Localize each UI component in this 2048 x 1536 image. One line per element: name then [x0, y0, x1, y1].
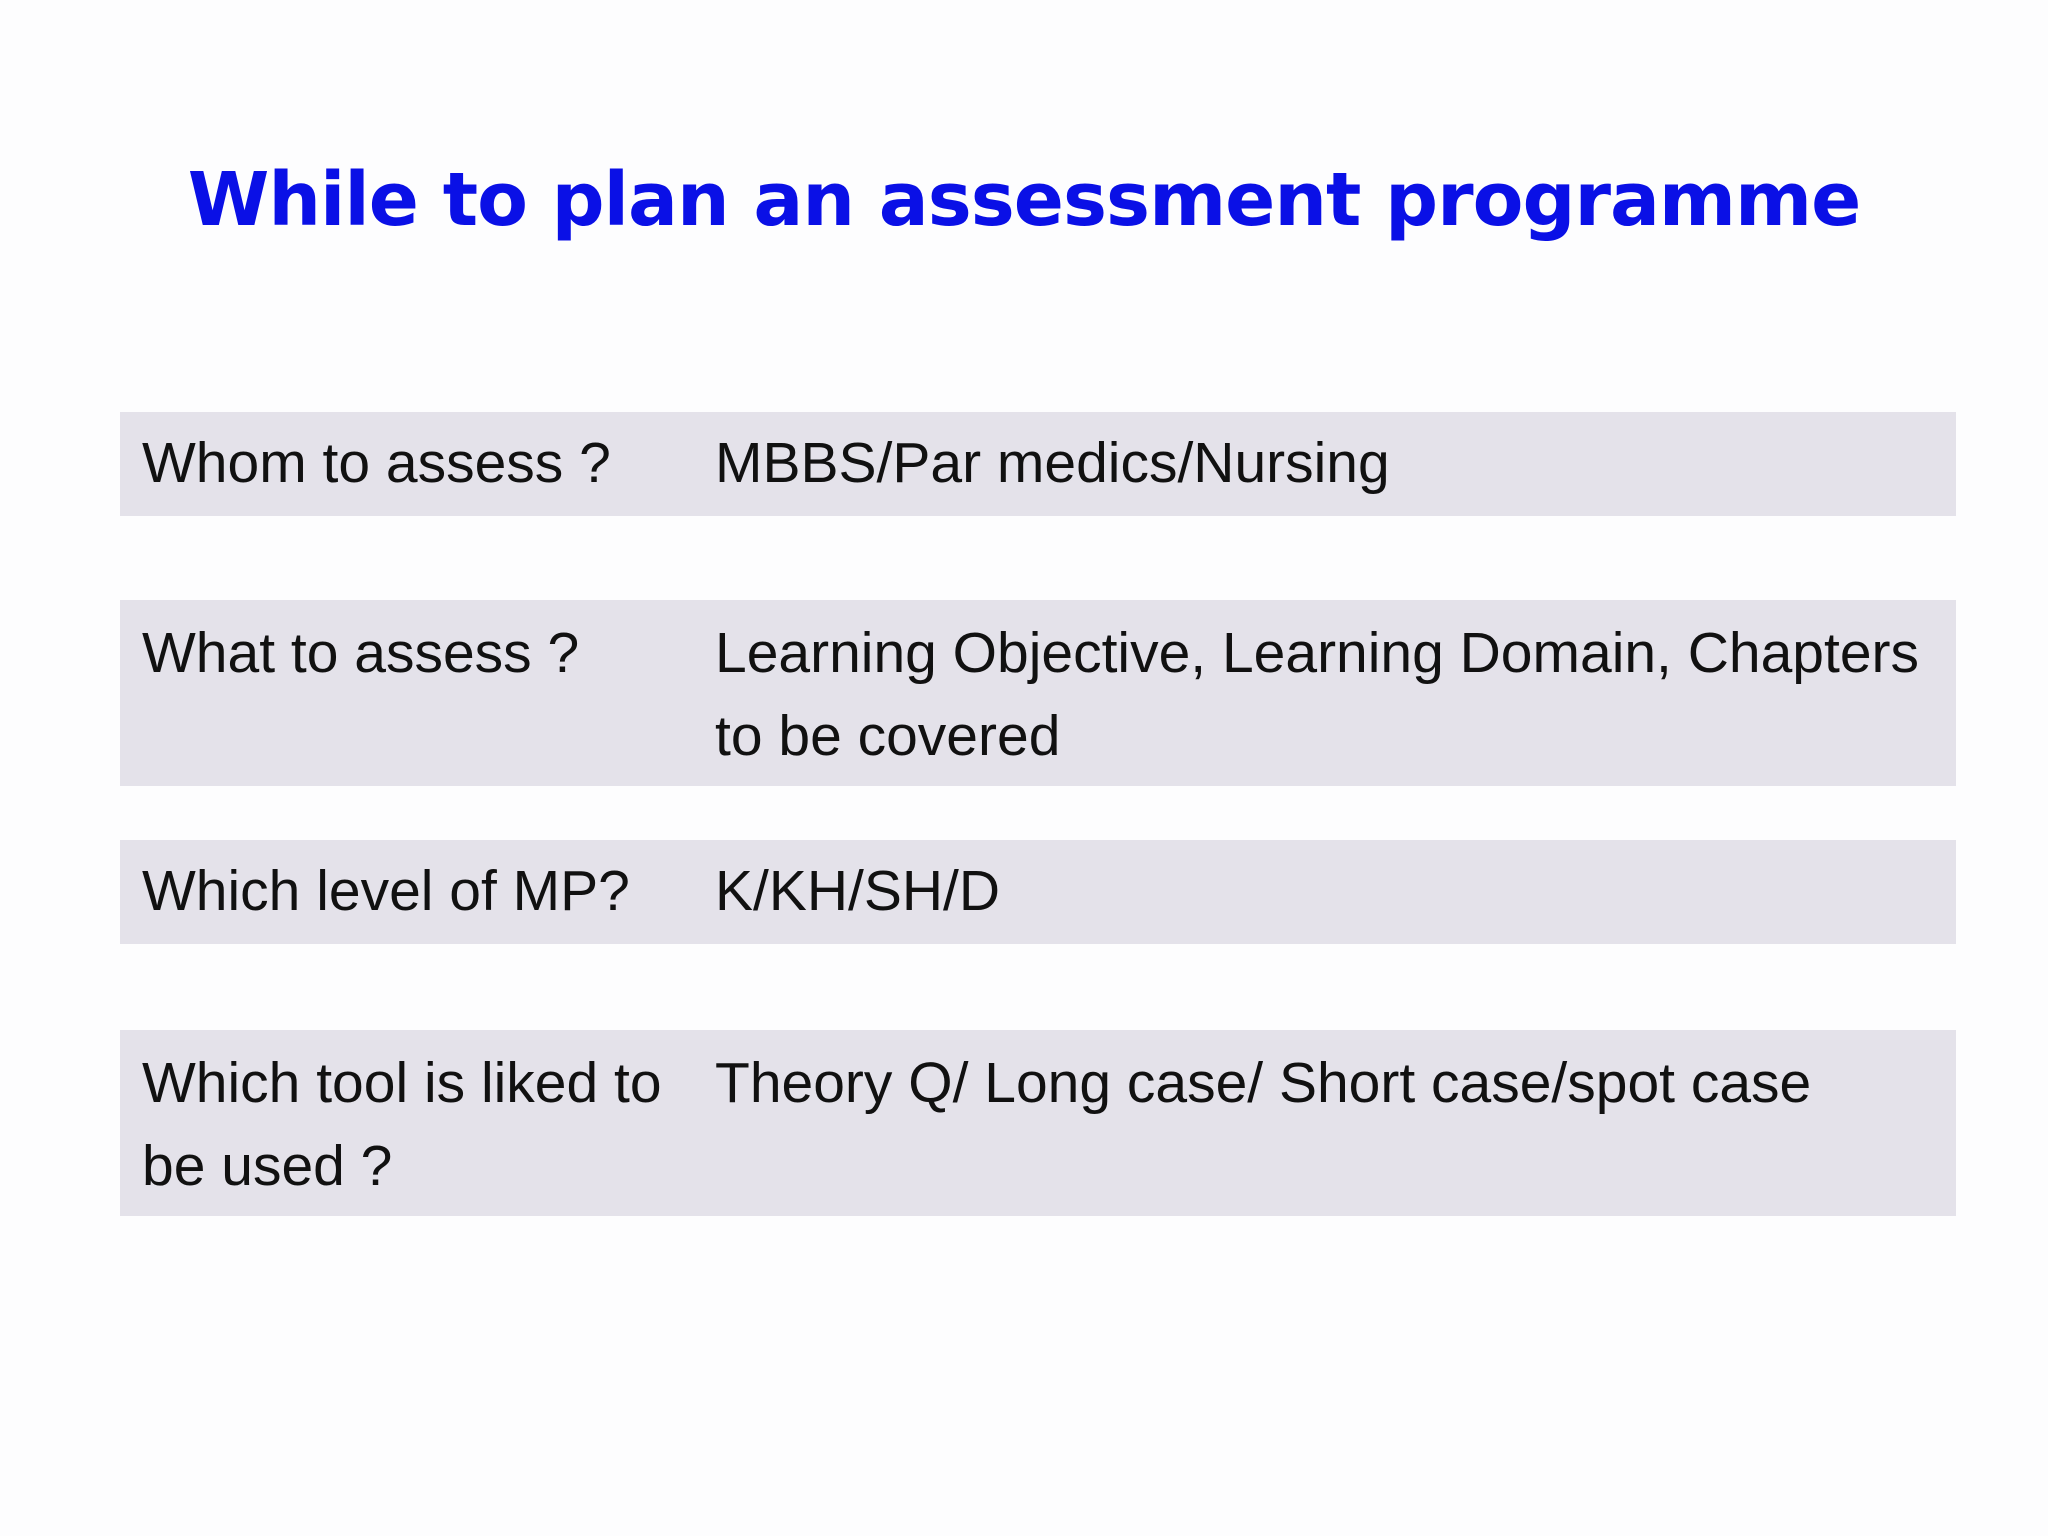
row-value: Learning Objective, Learning Domain, Chapters to be covered: [715, 621, 1920, 768]
row-value: K/KH/SH/D: [715, 859, 1001, 923]
row-label: Which tool is liked to be used ?: [142, 1051, 662, 1198]
row-label: Which level of MP?: [142, 859, 630, 923]
slide-title: While to plan an assessment programme: [187, 157, 1861, 243]
table-row: [120, 412, 1956, 516]
table-row: [120, 1030, 1956, 1216]
row-value: Theory Q/ Long case/ Short case/spot case: [715, 1051, 1812, 1115]
row-value: MBBS/Par medics/Nursing: [715, 431, 1390, 495]
table-row: [120, 600, 1956, 786]
table-row: [120, 840, 1956, 944]
row-label: Whom to assess ?: [142, 431, 611, 495]
row-label: What to assess ?: [142, 621, 580, 685]
